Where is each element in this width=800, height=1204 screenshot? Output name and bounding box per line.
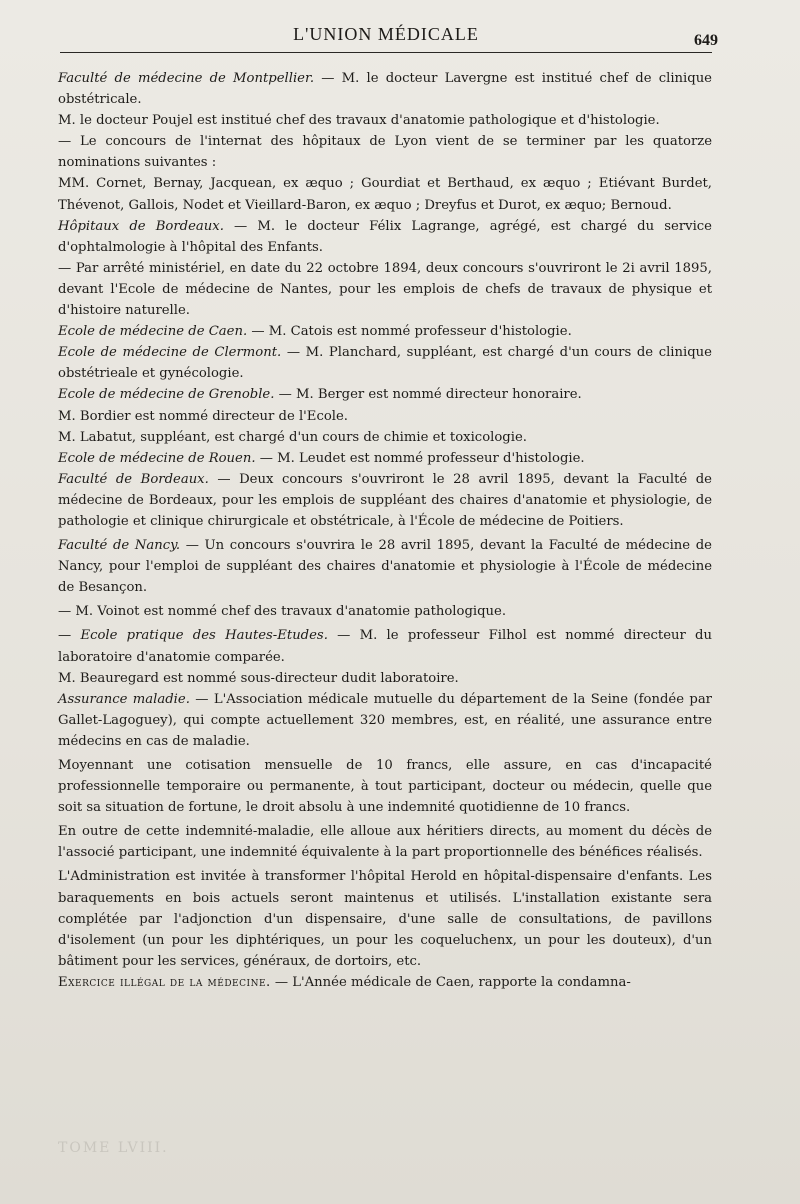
paragraph-lead: Faculté de médecine de Montpellier. <box>58 71 315 86</box>
paragraph-text: M. Beauregard est nommé sous-directeur dudit laboratoire. <box>58 670 459 686</box>
paragraph-text: — M. Leudet est nommé professeur d'histologie. <box>255 450 585 466</box>
paragraph-lead: Ecole de médecine de Clermont. <box>58 345 282 361</box>
paragraph <box>58 668 712 689</box>
paragraph <box>58 689 712 752</box>
paragraph <box>58 321 712 342</box>
paragraph <box>58 469 712 532</box>
header-rule <box>60 52 712 53</box>
article-body <box>58 68 712 993</box>
paragraph-text: — Deux concours s'ouvriront le 28 avril 1895, devant la Faculté de médecine de Bordeaux, pour les emplois de suppléant des chaires d'anatomie et physiologie, de pathologie et clinique chirurgicale et obstétricale, à l'École de médecine de Poitiers. <box>58 471 712 529</box>
paragraph <box>58 384 712 405</box>
paragraph-text: — L'Association médicale mutuelle du département de la Seine (fondée par Gallet-Lagoguey), qui compte actuellement 320 membres, est, en réalité, une assurance entre médecins en cas de maladie. <box>58 691 712 749</box>
paragraph <box>58 68 712 110</box>
paragraph <box>58 110 712 131</box>
show-through-text: TOME LVIII. <box>58 1140 169 1156</box>
paragraph-text: En outre de cette indemnité-maladie, elle alloue aux héritiers directs, au moment du décès de l'associé participant, une indemnité équivalente à la part proportionnelle des bénéfices réalisés. <box>58 824 712 861</box>
paragraph <box>58 406 712 427</box>
paragraph-text: — M. Berger est nommé directeur honoraire. <box>274 387 582 403</box>
paragraph-text: — M. le docteur Lavergne est institué chef de clinique obstétricale. <box>58 71 712 108</box>
paragraph-lead: Faculté de Bordeaux. <box>58 471 209 487</box>
paragraph-text: — M. Planchard, suppléant, est chargé d'un cours de clinique obstétrieale et gynécologie. <box>58 345 712 382</box>
paragraph <box>58 258 712 321</box>
paragraph-text: M. Bordier est nommé directeur de l'Ecole. <box>58 408 348 424</box>
paragraph <box>58 866 712 971</box>
paragraph-text: — L'Année médicale de Caen, rapporte la condamna- <box>270 974 631 990</box>
paragraph-lead: Ecole de médecine de Rouen. <box>58 450 256 466</box>
paragraph-lead: — Ecole pratique des Hautes-Etudes. <box>58 628 328 644</box>
paragraph-text: — Le concours de l'internat des hôpitaux de Lyon vient de se terminer par les quatorze nominations suivantes : <box>58 134 712 171</box>
paragraph-lead: Ecole de médecine de Caen. <box>58 324 248 340</box>
paragraph-lead: Ecole de médecine de Grenoble. <box>58 387 275 403</box>
paragraph <box>58 535 712 598</box>
paragraph-text: — Un concours s'ouvrira le 28 avril 1895, devant la Faculté de médecine de Nancy, pour l'emploi de suppléant des chaires d'anatomie et physiologie à l'École de médecine de Besançon. <box>58 538 712 596</box>
paragraph-lead: Exercice illégal de la médecine. <box>58 974 271 990</box>
paragraph <box>58 173 712 215</box>
paragraph <box>58 972 712 993</box>
paragraph <box>58 216 712 258</box>
paragraph-text: — M. le professeur Filhol est nommé directeur du laboratoire d'anatomie comparée. <box>58 628 712 665</box>
paragraph <box>58 601 712 622</box>
paragraph <box>58 821 712 863</box>
paragraph <box>58 448 712 469</box>
paragraph-lead: Faculté de Nancy. <box>58 538 181 554</box>
paragraph <box>58 625 712 667</box>
page-header <box>60 22 718 52</box>
paragraph-text: MM. Cornet, Bernay, Jacquean, ex æquo ; Gourdiat et Berthaud, ex æquo ; Etiévant Burdet, Thévenot, Gallois, Nodet et Vieillard-Baron, ex æquo ; Dreyfus et Durot, ex æquo; Bernoud. <box>58 176 712 213</box>
paragraph-lead: Hôpitaux de Bordeaux. <box>58 218 224 234</box>
paragraph <box>58 342 712 384</box>
paragraph <box>58 755 712 818</box>
paragraph-text: M. le docteur Poujel est institué chef des travaux d'anatomie pathologique et d'histologie. <box>58 113 660 129</box>
paragraph-text: — Par arrêté ministériel, en date du 22 octobre 1894, deux concours s'ouvriront le 2i avril 1895, devant l'Ecole de médecine de Nantes, pour les emplois de chefs de travaux de physique et d'histoire naturelle. <box>58 260 712 319</box>
paragraph <box>58 131 712 173</box>
paragraph-text: — M. Catois est nommé professeur d'histologie. <box>247 324 572 340</box>
paragraph-text: — M. le docteur Félix Lagrange, agrégé, est chargé du service d'ophtalmologie à l'hôpital des Enfants. <box>58 218 712 255</box>
running-title: L'UNION MÉDICALE <box>293 24 479 44</box>
paragraph-text: M. Labatut, suppléant, est chargé d'un cours de chimie et toxicologie. <box>58 429 527 445</box>
page-number: 649 <box>694 32 718 49</box>
paragraph-text: L'Administration est invitée à transformer l'hôpital Herold en hôpital-dispensaire d'enfants. Les baraquements en bois actuels seront maintenus et utilisés. L'installation existante sera complétée par l'adjonction d'un dispensaire, d'une salle de consultations, de pavillons d'isolement (un pour les diphtériques, un pour les coqueluchenx, un pour les douteux), d'un bâtiment pour les services, généraux, de dortoirs, etc. <box>58 869 712 969</box>
paragraph-lead: Assurance maladie. <box>58 691 190 707</box>
paragraph-text: Moyennant une cotisation mensuelle de 10 francs, elle assure, en cas d'incapacité professionnelle temporaire ou permanente, à tout participant, docteur ou médecin, quelle que soit sa situation de fortune, le droit absolu à une indemnité quotidienne de 10 francs. <box>58 758 712 816</box>
paragraph <box>58 427 712 448</box>
paragraph-text: — M. Voinot est nommé chef des travaux d'anatomie pathologique. <box>58 604 507 620</box>
